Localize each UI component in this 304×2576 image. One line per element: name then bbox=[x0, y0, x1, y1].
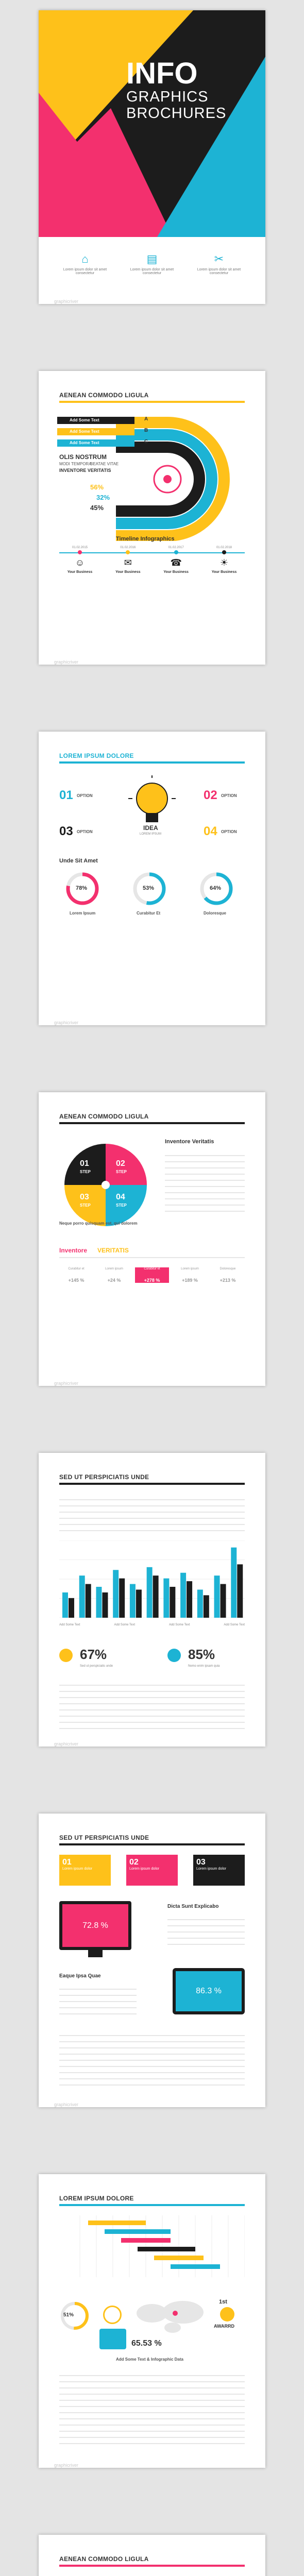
ring-percent: 53% bbox=[143, 885, 155, 891]
title-rule bbox=[59, 2565, 245, 2567]
gantt-bar bbox=[138, 2247, 195, 2251]
bar bbox=[214, 1575, 220, 1618]
watermark: graphicriver bbox=[54, 1381, 79, 1386]
monitor-icon: 72.8 % bbox=[59, 1901, 131, 1950]
bar bbox=[187, 1581, 192, 1618]
cover-features bbox=[59, 252, 245, 275]
gantt-bar bbox=[154, 2256, 204, 2260]
cover-line2: GRAPHICS bbox=[126, 89, 209, 105]
page-title: LOREM IPSUM DOLORE bbox=[59, 2195, 134, 2202]
stat-item-highlight: Curabitur et +278 % bbox=[135, 1267, 169, 1283]
watermark: graphicriver bbox=[54, 1020, 79, 1025]
watermark: graphicriver bbox=[54, 1741, 79, 1747]
ring-label: Doloresque bbox=[204, 911, 227, 916]
bar bbox=[69, 1598, 74, 1618]
monitor-stand bbox=[88, 1950, 103, 1957]
page-chart: SED UT PERSPICIATIS UNDE Add Some Text Add Some Text Add Some Text Add Some Text 67% Sed ut perspiciatis unde 85% Nemo enim ipsam quia graphicriver bbox=[39, 1453, 265, 1747]
sun-icon: ☀ bbox=[219, 557, 229, 568]
title-rule bbox=[59, 401, 245, 403]
text-block bbox=[59, 1680, 245, 1731]
page-timeline: AENEAN COMMODO LIGULA Add Some Text Add Some Text Add Some Text A B C OLIS NOSTRUM MODI TEMPORA BEATAE VITAE INVENTORE VERITATIS 56% 32% 45% Timeline Infographics 01.02.2015 ☺ Your Business 01.02.2016 ✉ Your Business 01.02.2017 ☎ Your Business 01.02.2018 ☀ Your Business graphicriver bbox=[39, 371, 265, 665]
watermark: graphicriver bbox=[54, 2102, 79, 2107]
stat-item: Curabitur et +145 % bbox=[68, 1267, 85, 1283]
page-idea: LOREM IPSUM DOLORE 01 OPTION 02 OPTION 03 OPTION 04 OPTION IDEA LOREM IPSUM Unde Sit Amet graphicriver 78% Lorem Ipsum 53% Curabitur Et 64% Doloresque bbox=[39, 732, 265, 1025]
page-gantt: LOREM IPSUM DOLORE 51% 1st AWARRD 65.53 % Add Some Text & Infographic Data graphicriver bbox=[39, 2174, 265, 2468]
bar bbox=[136, 1589, 142, 1618]
bar bbox=[180, 1573, 186, 1618]
bar bbox=[119, 1579, 125, 1618]
house-icon: ⌂ bbox=[81, 252, 89, 265]
watermark: graphicriver bbox=[54, 2463, 79, 2468]
bar-chart bbox=[59, 1540, 245, 1618]
gantt-bar bbox=[121, 2238, 171, 2243]
title-rule bbox=[59, 1843, 245, 1845]
cover-title: INFO bbox=[126, 57, 198, 90]
timeline-item: 01.02.2017 ☎ Your Business bbox=[156, 546, 197, 574]
cover-line3: BROCHURES bbox=[126, 105, 227, 122]
text-block bbox=[59, 1494, 245, 1535]
title-rule bbox=[59, 1122, 245, 1124]
globe-icon bbox=[167, 1649, 181, 1662]
world-map-icon bbox=[131, 2298, 209, 2334]
bar bbox=[153, 1575, 159, 1618]
bar bbox=[204, 1595, 209, 1618]
feature-item: ✂ Lorem ipsum dolor sit amet consectetur bbox=[193, 252, 245, 275]
medal-icon bbox=[220, 2307, 234, 2321]
page-title: SED UT PERSPICIATIS UNDE bbox=[59, 1834, 149, 1841]
document-icon: ▤ bbox=[146, 252, 158, 265]
gantt-bar bbox=[105, 2229, 171, 2234]
timeline-item: 01.02.2016 ✉ Your Business bbox=[107, 546, 148, 574]
page-steps: AENEAN COMMODO LIGULA 01 STEP 02 STEP 03 STEP 04 STEP Inventore Veritatis Neque porro quisquam est, qui dolorem Inventore VERITATIS Curabitur et +145 % Lorem ipsum +24 % Curabitur et +278 % Lorem ipsum +189 % Doloresque +213 % graphicriver bbox=[39, 1092, 265, 1386]
bar bbox=[113, 1570, 119, 1618]
page-title: AENEAN COMMODO LIGULA bbox=[59, 1113, 149, 1120]
timeline-dot bbox=[126, 550, 130, 554]
stats-row bbox=[59, 1267, 245, 1283]
watermark: graphicriver bbox=[54, 659, 79, 665]
bar bbox=[197, 1589, 203, 1618]
stat-item: Lorem ipsum +189 % bbox=[181, 1267, 199, 1283]
bar bbox=[170, 1587, 175, 1618]
ring-percent: 78% bbox=[76, 885, 88, 891]
cover-graphic bbox=[39, 10, 265, 237]
bar bbox=[231, 1548, 237, 1618]
tools-icon: ✂ bbox=[214, 252, 224, 265]
person-icon: ☺ bbox=[75, 557, 85, 568]
option-box: 01 Lorem ipsum dolor bbox=[59, 1855, 111, 1886]
title-rule bbox=[59, 1483, 245, 1485]
briefcase-icon bbox=[99, 2329, 126, 2349]
coin-icon bbox=[59, 1649, 73, 1662]
ring-label: Lorem Ipsum bbox=[70, 911, 96, 916]
timeline-dot bbox=[222, 550, 226, 554]
timeline bbox=[59, 546, 245, 574]
ring-label: Curabitur Et bbox=[137, 911, 161, 916]
text-block bbox=[165, 1150, 245, 1212]
timeline-item: 01.02.2018 ☀ Your Business bbox=[204, 546, 245, 574]
bar bbox=[163, 1579, 169, 1618]
page-title: LOREM IPSUM DOLORE bbox=[59, 752, 134, 759]
chart-legend: Add Some Text Add Some Text Add Some Text Add Some Text bbox=[59, 1623, 245, 1626]
bar bbox=[62, 1592, 68, 1618]
option-box: 03 Lorem ipsum dolor bbox=[193, 1855, 245, 1886]
tablet-icon: 86.3 % bbox=[173, 1968, 245, 2014]
feature-item: ⌂ Lorem ipsum dolor sit amet consectetur bbox=[59, 252, 111, 275]
feature-item: ▤ Lorem ipsum dolor sit amet consectetur bbox=[126, 252, 178, 275]
bar bbox=[96, 1587, 102, 1618]
text-block bbox=[59, 2370, 245, 2447]
page-title: AENEAN COMMODO LIGULA bbox=[59, 2555, 149, 2563]
stat-item: Doloresque +213 % bbox=[219, 1267, 236, 1283]
gantt-chart bbox=[59, 2215, 245, 2277]
page-devices: SED UT PERSPICIATIS UNDE 01 Lorem ipsum dolor 02 Lorem ipsum dolor 03 Lorem ipsum dolor 72.8 % Dicta Sunt Explicabo Eaque Ipsa Quae 86.3 % graphicriver bbox=[39, 1814, 265, 2107]
bar bbox=[221, 1584, 226, 1618]
cover-page bbox=[39, 10, 265, 304]
option-box: 02 Lorem ipsum dolor bbox=[126, 1855, 178, 1886]
timeline-title: Timeline Infographics bbox=[116, 536, 175, 542]
watermark: graphicriver bbox=[54, 299, 79, 304]
clock-icon bbox=[103, 2306, 122, 2324]
mail-icon: ✉ bbox=[124, 557, 132, 568]
divider bbox=[59, 1257, 245, 1258]
bar bbox=[79, 1575, 85, 1618]
ring-percent: 64% bbox=[210, 885, 222, 891]
bar bbox=[147, 1567, 153, 1618]
gantt-bar bbox=[88, 2221, 146, 2225]
timeline-dot bbox=[78, 550, 82, 554]
page-title: AENEAN COMMODO LIGULA bbox=[59, 392, 149, 399]
page-business bbox=[39, 2535, 265, 2576]
page-title: SED UT PERSPICIATIS UNDE bbox=[59, 1473, 149, 1481]
gantt-bar bbox=[171, 2264, 220, 2269]
bar bbox=[86, 1584, 91, 1618]
timeline-item: 01.02.2015 ☺ Your Business bbox=[59, 546, 100, 574]
timeline-dot bbox=[174, 550, 178, 554]
phone-icon: ☎ bbox=[170, 557, 182, 568]
bar bbox=[130, 1584, 136, 1618]
bar bbox=[237, 1564, 243, 1618]
title-rule bbox=[59, 2204, 245, 2206]
bar bbox=[102, 1592, 108, 1618]
text-block bbox=[167, 1914, 245, 1945]
text-block bbox=[59, 1984, 137, 2014]
title-rule bbox=[59, 761, 245, 764]
stat-item: Lorem ipsum +24 % bbox=[105, 1267, 123, 1283]
olis-heading: OLIS NOSTRUM bbox=[59, 453, 107, 461]
text-block bbox=[59, 2030, 245, 2087]
